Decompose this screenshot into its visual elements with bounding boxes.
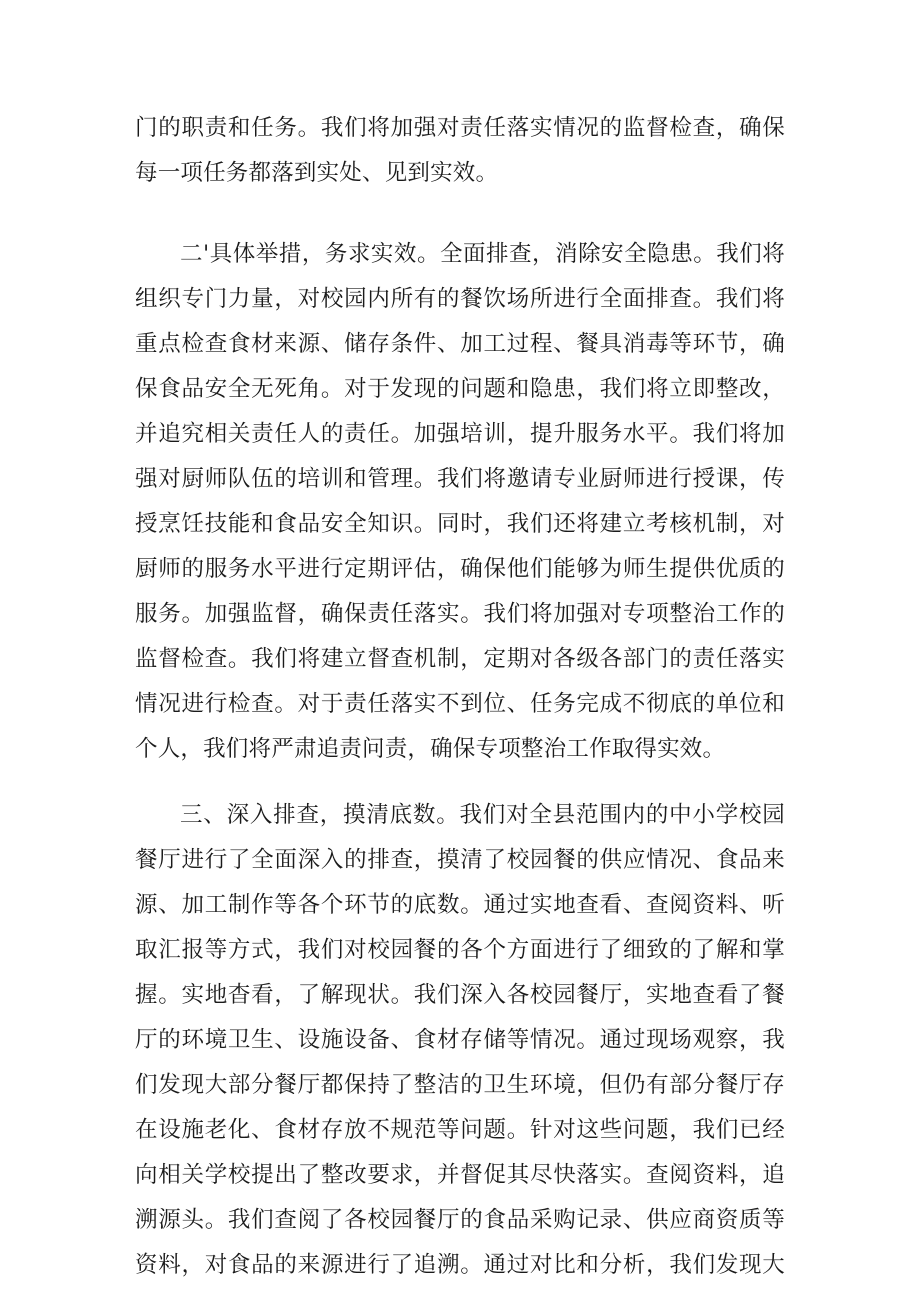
text-line: 在设施老化、食材存放不规范等问题。针对这些问题，我们已经 [135,1117,785,1143]
text-line: 餐厅进行了全面深入的排查，摸清了校园餐的供应情况、食品来 [135,847,785,873]
text-line: 取汇报等方式，我们对校园餐的各个方面进行了细致的了解和掌 [135,937,785,963]
text-line: 向相关学校提出了整改要求，并督促其尽快落实。查阅资料，追 [135,1162,785,1188]
text-line: 服务。加强监督，确保责任落实。我们将加强对专项整治工作的 [135,601,785,627]
text-line: 门的职责和任务。我们将加强对责任落实情况的监督检查，确保 [135,115,785,141]
text-line: 授烹饪技能和食品安全知识。同时，我们还将建立考核机制，对 [135,511,785,537]
text-line: 重点检查食材来源、储存条件、加工过程、餐具消毒等环节，确 [135,331,785,357]
text-line: 个人，我们将严肃追责问责，确保专项整治工作取得实效。 [135,736,726,762]
text-line: 情况进行检查。对于责任落实不到位、任务完成不彻底的单位和 [135,691,785,717]
text-line: 们发现大部分餐厅都保持了整洁的卫生环境，但仍有部分餐厅存 [135,1072,785,1098]
paragraph-heading-line: 二'具体举措，务求实效。全面排查，消除安全隐患。我们将 [180,241,785,267]
text-line: 握。实地杳看，了解现状。我们深入各校园餐厅，实地查看了餐 [135,982,785,1008]
text-line: 组织专门力量，对校园内所有的餐饮场所进行全面排查。我们将 [135,286,785,312]
paragraph-heading-line: 三、深入排查，摸清底数。我们对全县范围内的中小学校园 [180,802,785,828]
text-line: 并追究相关责任人的责任。加强培训，提升服务水平。我们将加 [135,421,785,447]
text-line: 每一项任务都落到实处、见到实效。 [135,160,499,186]
text-line: 监督检查。我们将建立督查机制，定期对各级各部门的责任落实 [135,646,785,672]
text-line: 溯源头。我们查阅了各校园餐厅的食品采购记录、供应商资质等 [135,1207,785,1233]
text-line: 厨师的服务水平进行定期评估，确保他们能够为师生提供优质的 [135,556,785,582]
text-line: 厅的环境卫生、设施设备、食材存储等情况。通过现场观察，我 [135,1027,785,1053]
text-line: 强对厨师队伍的培训和管理。我们将邀请专业厨师进行授课，传 [135,466,785,492]
text-line: 资料，对食品的来源进行了追溯。通过对比和分析，我们发现大 [135,1252,785,1278]
text-line: 保食品安全无死角。对于发现的问题和隐患，我们将立即整改， [135,376,785,402]
text-line: 源、加工制作等各个环节的底数。通过实地查看、查阅资料、听 [135,892,785,918]
